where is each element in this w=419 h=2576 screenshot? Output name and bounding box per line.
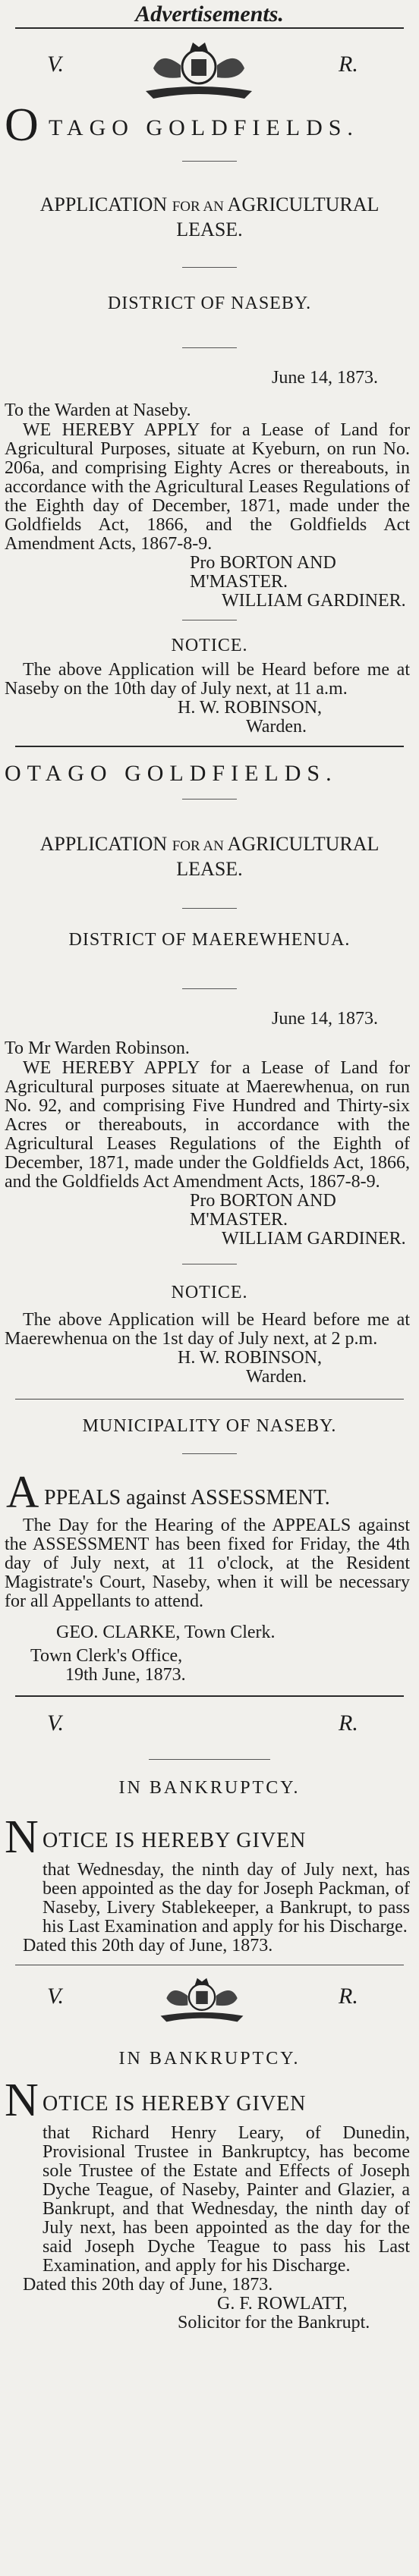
heading-initial: N — [5, 1811, 39, 1863]
notice-heading — [0, 2075, 419, 2126]
bankruptcy-heading: IN BANKRUPTCY. — [118, 1778, 301, 1798]
appeals-body: The Day for the Hearing of the APPEALS against the ASSESSMENT has been fixed for Friday, the 4th day of July next, at 11 o'clock, at the Resident Magistrate's Court, Naseby, when it will be necessary for all Appellants to attend. — [5, 1516, 410, 1611]
v-mark: V. — [47, 1984, 64, 2009]
signature-line: Pro BORTON AND M'MASTER. — [190, 1191, 336, 1230]
royal-crest-icon — [131, 35, 267, 103]
otago-goldfields-title — [0, 761, 419, 794]
town-clerk-signature: GEO. CLARKE, Town Clerk. — [56, 1623, 276, 1642]
district-heading: DISTRICT OF MAEREWHENUA. — [68, 930, 351, 950]
app-line2: LEASE. — [176, 218, 243, 240]
title-text: TAGO GOLDFIELDS. — [49, 115, 359, 140]
application-heading — [0, 833, 419, 881]
app-small: FOR AN — [172, 199, 228, 215]
municipality-heading: MUNICIPALITY OF NASEBY. — [82, 1416, 337, 1436]
bankruptcy-heading: IN BANKRUPTCY. — [118, 2049, 301, 2069]
r-mark: R. — [339, 1984, 358, 2009]
page-header: Advertisements. — [135, 2, 284, 27]
warden-name: H. W. ROBINSON, — [178, 698, 323, 718]
heading-initial: N — [5, 2075, 39, 2126]
notice-title: NOTICE. — [171, 1283, 248, 1302]
notice-body: The above Application will be Heard before me at Naseby on the 10th day of July next, at 11 a.m. — [5, 660, 410, 699]
notice-body: The above Application will be Heard before me at Maerewhenua on the 1st day of July next, at 2 p.m. — [5, 1310, 410, 1349]
application-date: June 14, 1873. — [272, 1009, 378, 1029]
dated-line: Dated this 20th day of June, 1873. — [23, 1936, 273, 1956]
signature-line: WILLIAM GARDINER. — [222, 591, 406, 611]
bankruptcy-body: that Richard Henry Leary, of Dunedin, Provisional Trustee in Bankruptcy, has become sole Trustee of the Estate and Effects of Joseph Dyche Teague, of Naseby, Painter and Glazier, a Bankrupt, and that Wednesday, the ninth day of July next, has been appointed as the day for the said Joseph Dyche Teague to pass his Last Examination, and apply for his Discharge. — [43, 2123, 410, 2276]
application-body: WE HEREBY APPLY for a Lease of Land for Agricultural purposes situate at Maerewhenua, on run No. 92, and comprising Five Hundred and Thirty-six Acres or thereabouts, in accordance with the Agricultural Leases Regulations of the Eighth of December, 1871, made under the Goldfields Act, 1866, and the Goldfields Act Amendment Acts, 1867-8-9. — [5, 1058, 410, 1192]
r-mark: R. — [339, 52, 358, 77]
app-text: AGRICULTURAL — [227, 833, 380, 855]
royal-crest-block — [0, 1965, 419, 2037]
otago-goldfields-title — [0, 99, 419, 153]
office-date: 19th June, 1873. — [65, 1665, 186, 1685]
app-text: APPLICATION — [39, 833, 172, 855]
app-line2: LEASE. — [176, 858, 243, 880]
notice-title: NOTICE. — [171, 636, 248, 655]
appeals-heading — [0, 1467, 419, 1517]
app-small: FOR AN — [172, 838, 228, 854]
v-mark: V. — [47, 1711, 64, 1736]
signature-line: WILLIAM GARDINER. — [222, 1229, 406, 1249]
signature-line: Pro BORTON AND M'MASTER. — [190, 553, 336, 592]
heading-text: OTICE IS HEREBY GIVEN — [43, 2092, 307, 2116]
royal-crest-icon — [149, 1968, 255, 2029]
dated-line: Dated this 20th day of June, 1873. — [23, 2275, 273, 2295]
bankruptcy-body: that Wednesday, the ninth day of July next, has been appointed as the day for Joseph Packman, of Naseby, Livery Stablekeeper, a Bankrupt, to pass his Last Examination and apply for his Discharge. — [43, 1860, 410, 1937]
warden-name: H. W. ROBINSON, — [178, 1348, 323, 1368]
heading-text: PPEALS against ASSESSMENT. — [44, 1486, 330, 1509]
addressee: To Mr Warden Robinson. — [5, 1038, 190, 1058]
title-initial: O — [5, 99, 39, 151]
addressee: To the Warden at Naseby. — [5, 401, 191, 420]
v-mark: V. — [47, 52, 64, 77]
app-text: APPLICATION — [39, 193, 172, 215]
application-body: WE HEREBY APPLY for a Lease of Land for Agricultural Purposes, situate at Kyeburn, on run No. 206a, and comprising Eighty Acres or thereabouts, in accordance with the Agricultural Leases Regulations of the Eighth day of December, 1871, made under the Goldfields Act, 1866, and the Goldfields Act Amendment Acts, 1867-8-9. — [5, 420, 410, 554]
district-heading: DISTRICT OF NASEBY. — [107, 294, 312, 313]
solicitor-name: G. F. ROWLATT, — [217, 2294, 348, 2314]
office-line: Town Clerk's Office, — [30, 1646, 183, 1666]
warden-title: Warden. — [246, 1367, 307, 1387]
application-date: June 14, 1873. — [272, 368, 378, 388]
title-text: OTAGO GOLDFIELDS. — [5, 761, 338, 786]
notice-heading — [0, 1811, 419, 1863]
warden-title: Warden. — [246, 717, 307, 737]
heading-text: OTICE IS HEREBY GIVEN — [43, 1829, 307, 1852]
royal-crest-block — [0, 29, 419, 108]
vr-marks — [0, 1697, 419, 1753]
app-text: AGRICULTURAL — [227, 193, 380, 215]
heading-initial: A — [6, 1467, 39, 1517]
r-mark: R. — [339, 1711, 358, 1736]
solicitor-title: Solicitor for the Bankrupt. — [178, 2313, 370, 2333]
application-heading — [0, 193, 419, 241]
